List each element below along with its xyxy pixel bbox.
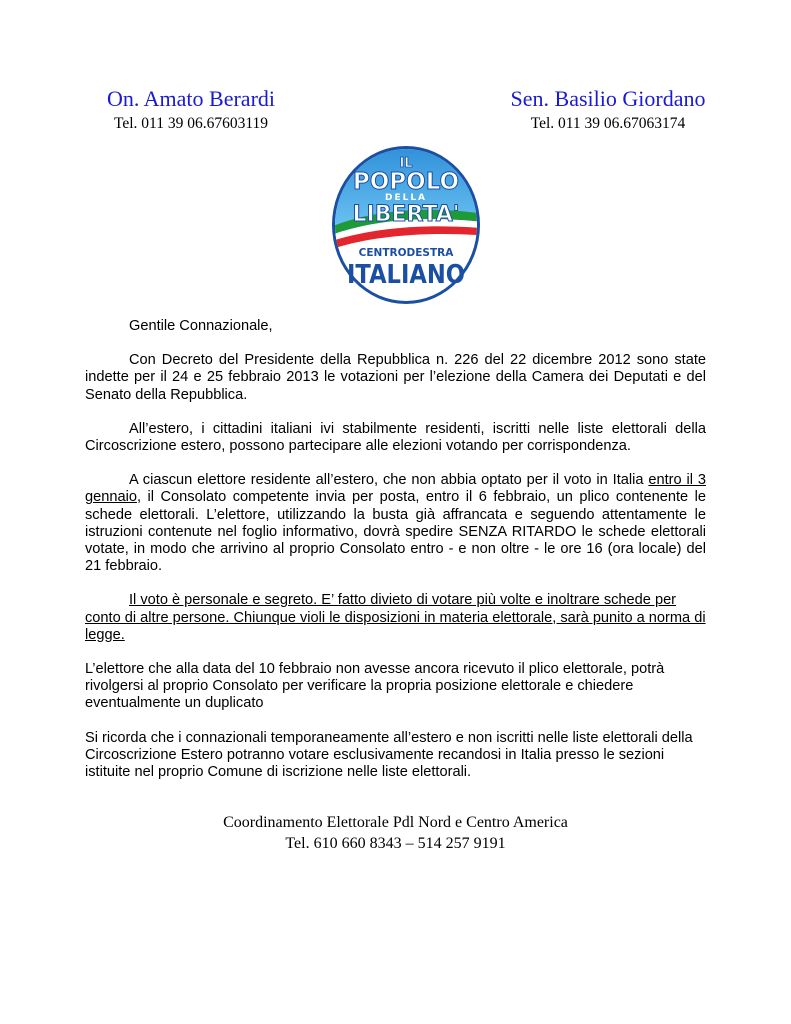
procedure-end: , il Consolato competente invia per posta, entro il 6 febbraio, un plico contenente le schede elettorali. L’elettore, utilizzando la busta già affrancata e seguendo attentamente le istruzioni contenute nel foglio informativo, dovrà spedire SENZA RITARDO le schede elettorali votate, in modo che arrivino al proprio Consolato entro - e non oltre - le ore 16 (ora locale) del 21 febbraio. (85, 489, 706, 575)
party-logo (331, 145, 481, 305)
paragraph-secret-vote: Il voto è personale e segreto. E’ fatto divieto di votare più volte e inoltrare schede per conto di altre persone. Chiunque violi le disposizioni in materia elettorale, sarà punito a norma di legge. (85, 592, 706, 643)
header-right-name: Sen. Basilio Giordano (510, 86, 706, 111)
greeting: Gentile Connazionale, (129, 318, 273, 334)
footer (96, 812, 695, 854)
logo-text-liberta: LIBERTA' (352, 202, 460, 227)
header-right-tel: Tel. 011 39 06.67063174 (530, 115, 686, 132)
footer-tel: Tel. 610 660 8343 – 514 257 9191 (285, 835, 506, 852)
logo-text-il: IL (399, 156, 413, 171)
header-left-tel: Tel. 011 39 06.67603119 (113, 115, 269, 132)
paragraph-decree: Con Decreto del Presidente della Repubblica n. 226 del 22 dicembre 2012 sono state indette per il 24 e 25 febbraio 2013 le votazioni per l’elezione della Camera dei Deputati e del Senato della Repubblica. (85, 352, 706, 403)
logo-text-italiano: ITALIANO (347, 260, 465, 290)
paragraph-abroad: All’estero, i cittadini italiani ivi stabilmente residenti, iscritti nelle liste elettorali della Circoscrizione estero, possono partecipare alle elezioni votando per corrispondenza. (85, 420, 706, 455)
footer-coordination: Coordinamento Elettorale Pdl Nord e Centro America (223, 814, 568, 831)
logo-text-della: DELLA (384, 193, 428, 203)
logo-text-popolo: POPOLO (352, 169, 460, 195)
header-left-name: On. Amato Berardi (106, 86, 276, 111)
paragraph-temporary: Si ricorda che i connazionali temporaneamente all’estero e non iscritti nelle liste elettorali della Circoscrizione Estero potranno votare esclusivamente recandosi in Italia presso le sezioni istituite nel proprio Comune di iscrizione nelle liste elettorali. (85, 729, 693, 781)
procedure-start: A ciascun elettore residente all’estero, che non abbia optato per il voto in Italia (129, 472, 649, 489)
paragraph-procedure (85, 472, 706, 575)
paragraph-duplicate: L’elettore che alla data del 10 febbraio non avesse ancora ricevuto il plico elettorale, potrà rivolgersi al proprio Consolato per verificare la propria posizione elettorale e chiedere eventualmente un duplicato (85, 661, 665, 712)
header-left (96, 86, 286, 134)
procedure-deadline: entro il 3 gennaio (85, 472, 706, 506)
letter-body (85, 318, 706, 798)
header-right (505, 86, 711, 134)
logo-text-centrodestra: CENTRODESTRA (358, 247, 454, 259)
